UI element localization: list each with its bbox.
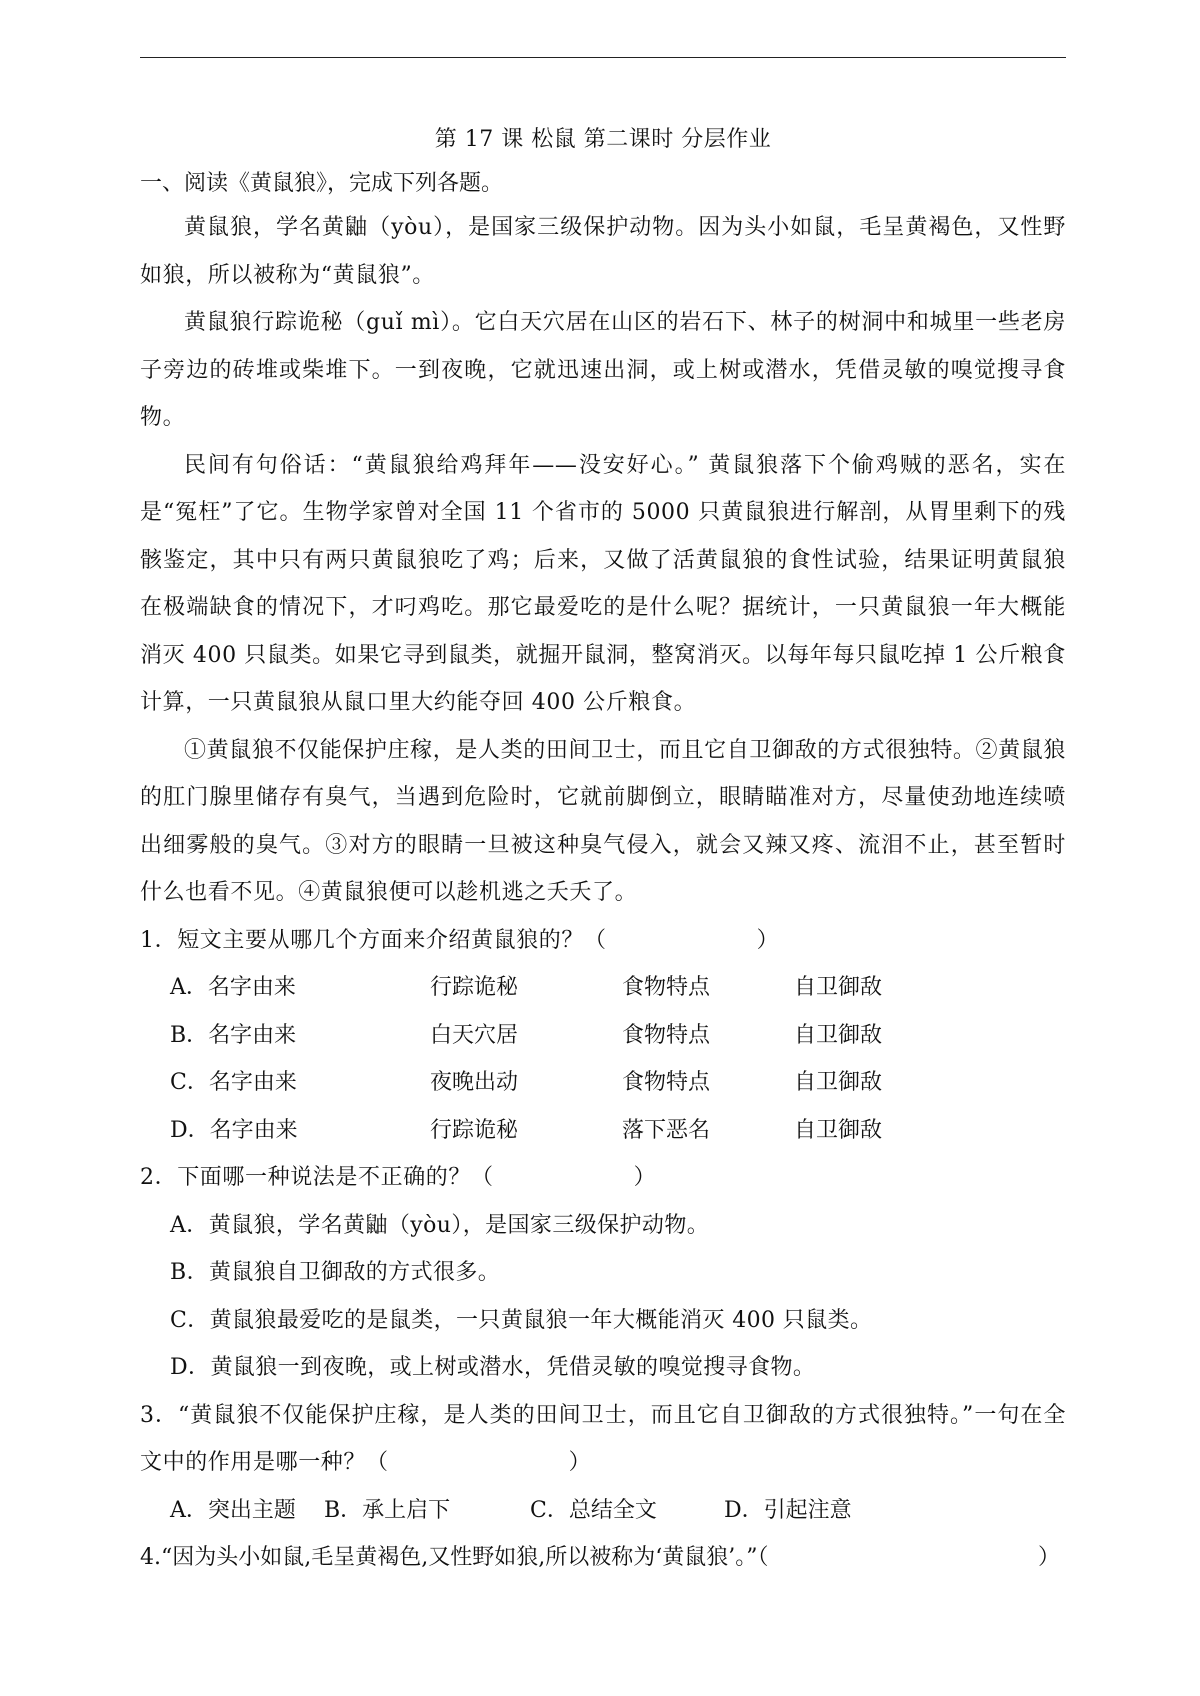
- question-4-stem: 4.“因为头小如鼠,毛呈黄褐色,又性野如狼,所以被称为‘黄鼠狼’。”（: [140, 1545, 769, 1570]
- answer-blank-close[interactable]: ）: [1037, 1545, 1060, 1570]
- option-b[interactable]: B．承上启下: [324, 1497, 451, 1523]
- page-title: 第 17 课 松鼠 第二课时 分层作业: [434, 127, 772, 152]
- reading-passage: [140, 204, 1066, 917]
- question-1-stem: 1．短文主要从哪几个方面来介绍黄鼠狼的？（ ）: [140, 927, 780, 953]
- question-2-stem: 2．下面哪一种说法是不正确的？（ ）: [140, 1165, 657, 1190]
- document-page: [140, 0, 1066, 1696]
- passage-paragraph-4: ①黄鼠狼不仅能保护庄稼，是人类的田间卫士，而且它自卫御敌的方式很独特。②黄鼠狼的肛门腺里储存有臭气，当遇到危险时，它就前脚倒立，眼睛瞄准对方，尽量使劲地连续喷出细雾般的臭气。③对方的眼睛一旦被这种臭气侵入，就会又辣又疼、流泪不止，甚至暂时什么也看不见。④黄鼠狼便可以趁机逃之夭夭了。: [140, 737, 1066, 905]
- passage-paragraph-1: 黄鼠狼，学名黄鼬（yòu），是国家三级保护动物。因为头小如鼠，毛呈黄褐色，又性野如狼，所以被称为“黄鼠狼”。: [140, 215, 1066, 288]
- question-4: [140, 1534, 1066, 1582]
- question-2: [140, 1154, 1066, 1392]
- question-3-stem: 3．“黄鼠狼不仅能保护庄稼，是人类的田间卫士，而且它自卫御敌的方式很独特。”一句在全文中的作用是哪一种？（ ）: [140, 1402, 1066, 1475]
- option-row-b[interactable]: B．名字由来 白天穴居 食物特点 自卫御敌: [170, 1022, 883, 1048]
- option-row-a[interactable]: A．名字由来 行踪诡秘 食物特点 自卫御敌: [170, 975, 883, 1000]
- option-row-c[interactable]: C．名字由来 夜晚出动 食物特点 自卫御敌: [170, 1070, 883, 1095]
- question-3: [140, 1392, 1066, 1535]
- passage-paragraph-2: 黄鼠狼行踪诡秘（guǐ mì）。它白天穴居在山区的岩石下、林子的树洞中和城里一些老房子旁边的砖堆或柴堆下。一到夜晚，它就迅速出洞，或上树或潜水，凭借灵敏的嗅觉搜寻食物。: [140, 310, 1066, 430]
- passage-paragraph-3: 民间有句俗话：“黄鼠狼给鸡拜年——没安好心。” 黄鼠狼落下个偷鸡贼的恶名，实在是“冤枉”了它。生物学家曾对全国 11 个省市的 5000 只黄鼠狼进行解剖，从胃里剩下的残骸鉴定，其中只有两只黄鼠狼吃了鸡；后来，又做了活黄鼠狼的食性试验，结果证明黄鼠狼在极端缺食的情况下，才叼鸡吃。那它最爱吃的是什么呢？据统计，一只黄鼠狼一年大概能消灭 400 只鼠类。如果它寻到鼠类，就掘开鼠洞，整窝消灭。以每年每只鼠吃掉 1 公斤粮食计算，一只黄鼠狼从鼠口里大约能夺回 400 公斤粮食。: [140, 452, 1066, 715]
- option-a[interactable]: A．黄鼠狼，学名黄鼬（yòu），是国家三级保护动物。: [170, 1212, 710, 1238]
- option-d[interactable]: D．黄鼠狼一到夜晚，或上树或潜水，凭借灵敏的嗅觉搜寻食物。: [170, 1355, 816, 1380]
- document-content: [140, 120, 1066, 1582]
- option-b[interactable]: B．黄鼠狼自卫御敌的方式很多。: [170, 1260, 501, 1285]
- option-d[interactable]: D．引起注意: [724, 1497, 852, 1523]
- option-a[interactable]: A．突出主题: [170, 1497, 296, 1523]
- section-heading: 一、阅读《黄鼠狼》，完成下列各题。: [140, 171, 504, 196]
- option-row-d[interactable]: D．名字由来 行踪诡秘 落下恶名 自卫御敌: [170, 1117, 883, 1143]
- option-c[interactable]: C．总结全文: [530, 1497, 657, 1523]
- header-rule: [140, 57, 1066, 58]
- option-c[interactable]: C．黄鼠狼最爱吃的是鼠类，一只黄鼠狼一年大概能消灭 400 只鼠类。: [170, 1307, 873, 1333]
- question-1: [140, 917, 1066, 1155]
- question-3-options: [140, 1487, 1066, 1535]
